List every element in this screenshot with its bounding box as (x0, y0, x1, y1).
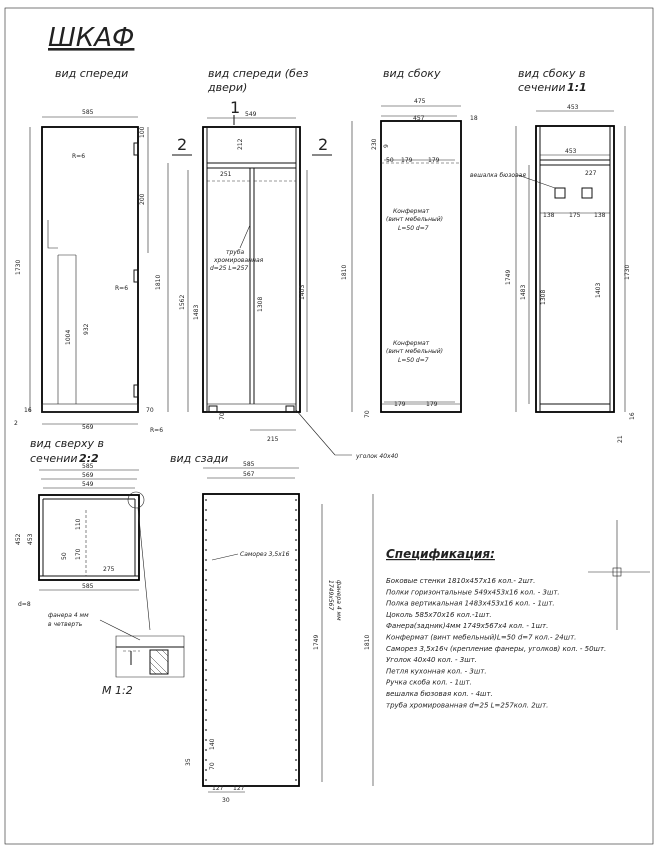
top-dim-549: 549 (82, 481, 94, 488)
nodoor-dim-1562: 1562 (179, 294, 186, 310)
side-conf1-2: (винт мебельный) (386, 216, 443, 223)
front-view (14, 109, 163, 434)
spec-lines (386, 577, 606, 709)
screw-dot (295, 739, 297, 741)
top-dim-d8: d=8 (18, 601, 31, 608)
screw-dot (295, 649, 297, 651)
sidesec-dim-175: 175 (569, 212, 581, 219)
sidesec-dim-1483: 1483 (520, 284, 527, 300)
nodoor-dim-215: 215 (267, 436, 279, 443)
top-dim-585: 585 (82, 463, 94, 470)
screw-dot (295, 719, 297, 721)
side-dim-179b: 179 (428, 157, 440, 164)
sidesec-hanger: вешалка бюзовая (470, 172, 526, 179)
screw-dot (205, 659, 207, 661)
screw-dot (205, 499, 207, 501)
sidesec-dim-1308: 1308 (540, 289, 547, 305)
screw-dot (205, 699, 207, 701)
top-dim-569: 569 (82, 472, 94, 479)
screw-dot (295, 629, 297, 631)
screw-dot (205, 739, 207, 741)
screw-dot (295, 699, 297, 701)
screw-dot (205, 669, 207, 671)
sidesec-dim-138: 138 (543, 212, 555, 219)
back-ply-1: фанера 4 мм (335, 580, 342, 621)
back-dim-140: 140 (209, 738, 216, 750)
label-top-sec-num: 2:2 (79, 452, 99, 465)
top-dim-170: 170 (75, 548, 82, 560)
sidesec-dim-1403: 1403 (595, 282, 602, 298)
front-dim-200: 200 (139, 193, 146, 205)
back-dim-30: 30 (222, 797, 230, 804)
nodoor-dim-1403: 1403 (299, 284, 306, 300)
screw-dot (205, 589, 207, 591)
front-dim-2: 2 (14, 420, 18, 427)
sidesec-dim-453: 453 (565, 148, 577, 155)
side-dim-179d: 179 (426, 401, 438, 408)
top-dim-453: 453 (27, 533, 34, 545)
screw-dot (205, 579, 207, 581)
label-top-sec-1: вид сверху в (30, 437, 105, 450)
spec-line: Конфермат (винт мебельный)L=50 d=7 кол.- 24шт. (386, 633, 577, 642)
back-dim-1749: 1749 (313, 634, 320, 650)
back-dim-127: 127 (212, 785, 224, 792)
screw-dot (205, 769, 207, 771)
screw-dot (205, 619, 207, 621)
screw-dot (295, 609, 297, 611)
back-screw-note: Саморез 3,5х16 (240, 551, 290, 558)
side-dim-230: 230 (371, 138, 378, 150)
side-view (341, 98, 478, 418)
nodoor-dim-1308: 1308 (257, 296, 264, 312)
label-top-sec-2: сечении (30, 452, 78, 465)
side-dim-70: 70 (364, 410, 371, 418)
screw-dot (205, 539, 207, 541)
side-conf2-1: Конфермат (393, 340, 430, 347)
screw-dot (205, 599, 207, 601)
nodoor-dim-251: 251 (220, 171, 232, 178)
screw-dot (295, 749, 297, 751)
nodoor-pipe-2: хромированная (214, 257, 264, 264)
side-section-view (470, 104, 636, 443)
screw-dot (205, 529, 207, 531)
section-mark-2-left: 2 (177, 135, 188, 154)
screw-dot (295, 519, 297, 521)
screw-dot (205, 609, 207, 611)
screw-dots (205, 499, 297, 781)
corner-note: уголок 40х40 (356, 453, 399, 460)
back-dim-70: 70 (209, 762, 216, 770)
crosshair-mark (588, 520, 650, 630)
spec-line: Саморез 3,5х16ч (крепление фанеры, уголков) кол. - 50шт. (386, 644, 607, 653)
side-dim-9: 9 (383, 144, 390, 148)
screw-dot (295, 599, 297, 601)
spec-line: Боковые стенки 1810х457х16 кол.- 2шт. (386, 577, 536, 585)
screw-dot (295, 769, 297, 771)
front-radius-2: R=6 (115, 285, 129, 292)
top-dim-50: 50 (61, 552, 68, 560)
screw-dot (205, 679, 207, 681)
back-dim-35: 35 (185, 758, 192, 766)
screw-dot (295, 779, 297, 781)
screw-dot (295, 669, 297, 671)
front-dim-100: 100 (139, 126, 146, 138)
screw-dot (295, 539, 297, 541)
spec-line: Полка вертикальная 1483х453х16 кол. - 1шт. (386, 599, 555, 608)
section-mark-1: 1 (230, 98, 241, 117)
spec-line: труба хромированная d=25 L=257кол. 2шт. (386, 701, 549, 710)
side-dim-50: 50 (386, 157, 394, 164)
label-front-view: вид спереди (55, 67, 129, 80)
screw-dot (205, 549, 207, 551)
sheet-frame (5, 8, 653, 844)
front-dim-16: 16 (24, 407, 32, 414)
screw-dot (205, 719, 207, 721)
front-nodoor-view (155, 98, 398, 460)
spec-line: Ручка скоба кол. - 1шт. (386, 678, 472, 687)
detail-scale: М 1:2 (102, 684, 133, 697)
nodoor-dim-top: 549 (245, 111, 257, 118)
back-dim-585: 585 (243, 461, 255, 468)
front-radius-1: R=6 (72, 153, 86, 160)
sidesec-dim-138b: 138 (594, 212, 606, 219)
side-dim-18: 18 (470, 115, 478, 122)
sidesec-dim-227: 227 (585, 170, 597, 177)
back-dim-127b: 127 (233, 785, 245, 792)
drawing-title: ШКАФ (48, 23, 135, 53)
label-side-sec-1: вид сбоку в (518, 67, 586, 80)
side-dim-457: 457 (413, 115, 425, 122)
label-front-nodoor-2: двери) (208, 81, 248, 94)
front-dim-1004: 1004 (65, 329, 72, 345)
spec-line: Фанера(задник)4мм 1749х567х4 кол. - 1шт. (386, 622, 549, 631)
label-side-view: вид сбоку (383, 67, 441, 80)
screw-dot (205, 559, 207, 561)
screw-dot (295, 509, 297, 511)
screw-dot (205, 519, 207, 521)
screw-dot (295, 679, 297, 681)
front-dim-932: 932 (83, 323, 90, 335)
screw-dot (295, 529, 297, 531)
sidesec-dim-16: 16 (629, 412, 636, 420)
sidesec-dim-1730: 1730 (624, 264, 631, 280)
top-plywood-2: в четверть (48, 621, 83, 628)
top-dim-585b: 585 (82, 583, 94, 590)
screw-dot (295, 689, 297, 691)
plywood-detail (116, 636, 184, 677)
spec-heading: Спецификация: (386, 547, 495, 561)
screw-dot (205, 709, 207, 711)
label-back-view: вид сзади (170, 452, 229, 465)
screw-dot (205, 569, 207, 571)
back-view (185, 461, 373, 804)
side-dim-top: 475 (414, 98, 426, 105)
screw-dot (205, 509, 207, 511)
side-conf2-3: L=50 d=7 (398, 357, 429, 364)
label-side-sec-num: 1:1 (567, 81, 587, 94)
side-dim-1810: 1810 (341, 264, 348, 280)
sidesec-dim-top: 453 (567, 104, 579, 111)
side-conf1-3: L=50 d=7 (398, 225, 429, 232)
nodoor-pipe-1: труба (226, 249, 245, 256)
sidesec-dim-1749: 1749 (505, 269, 512, 285)
screw-dot (295, 569, 297, 571)
screw-dot (295, 579, 297, 581)
nodoor-dim-1810: 1810 (155, 274, 162, 290)
nodoor-pipe-3: d=25 L=257 (210, 265, 249, 272)
spec-line: Цоколь 585х70х16 кол.-1шт. (386, 610, 492, 619)
back-dim-567: 567 (243, 471, 255, 478)
specification-block (386, 547, 606, 709)
screw-dot (205, 689, 207, 691)
screw-dot (205, 639, 207, 641)
screw-dot (295, 709, 297, 711)
screw-dot (295, 639, 297, 641)
screw-dot (295, 499, 297, 501)
screw-dot (205, 779, 207, 781)
screw-dot (205, 629, 207, 631)
screw-dot (295, 589, 297, 591)
label-side-sec-2: сечении (518, 81, 566, 94)
screw-dot (295, 729, 297, 731)
screw-dot (295, 559, 297, 561)
side-conf1-1: Конфермат (393, 208, 430, 215)
front-radius-3: R=6 (150, 427, 164, 434)
screw-dot (295, 619, 297, 621)
back-dim-1810: 1810 (364, 634, 371, 650)
top-plywood-1: фанера 4 мм (48, 612, 89, 619)
spec-line: вешалка бюзовая кол. - 4шт. (386, 690, 493, 698)
screw-dot (205, 759, 207, 761)
front-dim-width: 585 (82, 109, 94, 116)
screw-dot (205, 749, 207, 751)
screw-dot (295, 759, 297, 761)
back-ply-2: 1749х567 (327, 580, 334, 611)
sidesec-dim-21: 21 (617, 435, 624, 443)
nodoor-dim-212: 212 (237, 138, 244, 150)
side-conf2-2: (винт мебельный) (386, 348, 443, 355)
front-dim-70: 70 (146, 407, 154, 414)
top-dim-110: 110 (75, 518, 82, 530)
spec-line: Петля кухонная кол. - 3шт. (386, 667, 487, 676)
front-dim-height: 1730 (15, 259, 22, 275)
top-dim-275: 275 (103, 566, 115, 573)
screw-dot (295, 549, 297, 551)
screw-dot (205, 729, 207, 731)
screw-dot (205, 649, 207, 651)
label-front-nodoor-1: вид спереди (без (208, 67, 309, 80)
top-section-view (15, 463, 184, 697)
spec-line: Уголок 40х40 кол. - 3шт. (386, 656, 477, 665)
screw-dot (295, 659, 297, 661)
side-dim-179a: 179 (401, 157, 413, 164)
spec-line: Полки горизонтальные 549х453х16 кол. - 3шт. (386, 588, 560, 597)
top-dim-452: 452 (15, 533, 22, 545)
section-mark-2-right: 2 (318, 135, 329, 154)
nodoor-dim-1483: 1483 (193, 304, 200, 320)
side-dim-179c: 179 (394, 401, 406, 408)
front-dim-569: 569 (82, 424, 94, 431)
nodoor-dim-70: 70 (219, 412, 226, 420)
